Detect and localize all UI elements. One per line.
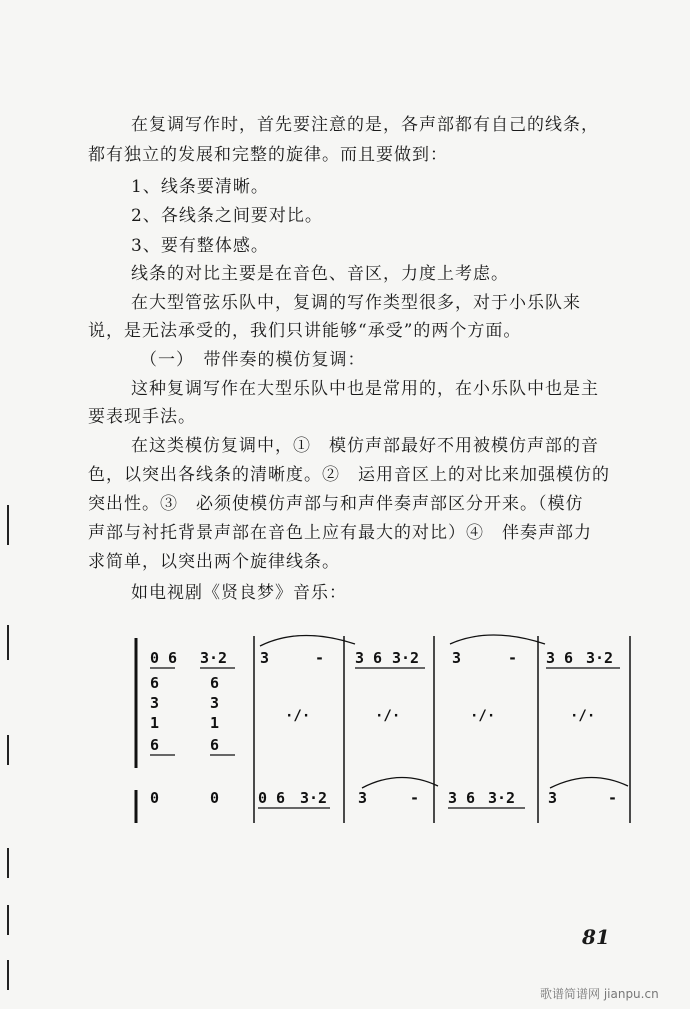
text-line-17: 如电视剧《贤良梦》音乐：	[131, 583, 347, 603]
text-line-13: 色，以突出各线条的清晰度。② 运用音区上的对比来加强模仿的	[88, 465, 610, 485]
repeat-mark: ·/·	[375, 708, 401, 724]
chord-note: 3	[210, 694, 220, 712]
watermark: 歌谱简谱网 jianpu.cn	[540, 987, 659, 1001]
text-line-3: 1、线条要清晰。	[131, 177, 269, 197]
text-line-11: 要表现手法。	[88, 407, 196, 427]
melody-note: 3·2	[200, 649, 228, 667]
melody-note: 3·2	[586, 649, 614, 667]
melody-note: 3 6	[355, 649, 383, 667]
text-line-8: 说，是无法承受的，我们只讲能够“承受”的两个方面。	[88, 321, 522, 341]
text-line-14: 突出性。③ 必须使模仿声部与和声伴奏声部区分开来。（模仿	[88, 494, 584, 514]
section-heading: （一） 带伴奏的模仿复调：	[140, 350, 366, 370]
text-line-4: 2、各线条之间要对比。	[131, 206, 323, 226]
scan-mark	[7, 735, 9, 765]
text-line-7: 在大型管弦乐队中，复调的写作类型很多，对于小乐队来	[131, 293, 581, 313]
chord-note: 6	[150, 736, 160, 754]
bass-note: -	[410, 789, 420, 807]
bass-note: 0	[150, 789, 160, 807]
chord-note: 6	[210, 674, 220, 692]
melody-note: 3	[260, 649, 270, 667]
scan-mark	[7, 848, 9, 878]
bass-note: 3	[548, 789, 558, 807]
chord-note: 6	[150, 674, 160, 692]
bass-note: 3 6	[448, 789, 476, 807]
bass-note: 3·2	[300, 789, 328, 807]
text-line-1: 在复调写作时，首先要注意的是，各声部都有自己的线条，	[131, 115, 599, 135]
text-line-12: 在这类模仿复调中，① 模仿声部最好不用被模仿声部的音	[131, 436, 599, 456]
music-score	[130, 628, 640, 838]
repeat-mark: ·/·	[285, 708, 311, 724]
melody-note: -	[508, 649, 518, 667]
repeat-mark: ·/·	[470, 708, 496, 724]
chord-note: 6	[210, 736, 220, 754]
scan-mark	[7, 960, 9, 990]
bass-note: -	[608, 789, 618, 807]
bass-note: 3·2	[488, 789, 516, 807]
repeat-mark: ·/·	[570, 708, 596, 724]
scan-mark	[7, 625, 9, 660]
text-line-10: 这种复调写作在大型乐队中也是常用的，在小乐队中也是主	[131, 379, 599, 399]
text-line-5: 3、要有整体感。	[131, 236, 269, 256]
bass-note: 3	[358, 789, 368, 807]
page-number: 81	[582, 925, 610, 949]
text-line-15: 声部与衬托背景声部在音色上应有最大的对比）④ 伴奏声部力	[88, 523, 592, 543]
melody-note: -	[315, 649, 325, 667]
text-line-6: 线条的对比主要是在音色、音区，力度上考虑。	[131, 264, 509, 284]
melody-note: 3	[452, 649, 462, 667]
text-line-16: 求简单，以突出两个旋律线条。	[88, 552, 340, 572]
scan-mark	[7, 505, 9, 545]
text-line-2: 都有独立的发展和完整的旋律。而且要做到：	[88, 145, 448, 165]
scan-mark	[7, 905, 9, 935]
melody-note: 0 6	[150, 649, 178, 667]
chord-note: 3	[150, 694, 160, 712]
chord-note: 1	[150, 714, 160, 732]
chord-note: 1	[210, 714, 220, 732]
bass-note: 0	[210, 789, 220, 807]
bass-note: 0 6	[258, 789, 286, 807]
melody-note: 3·2	[392, 649, 420, 667]
melody-note: 3 6	[546, 649, 574, 667]
